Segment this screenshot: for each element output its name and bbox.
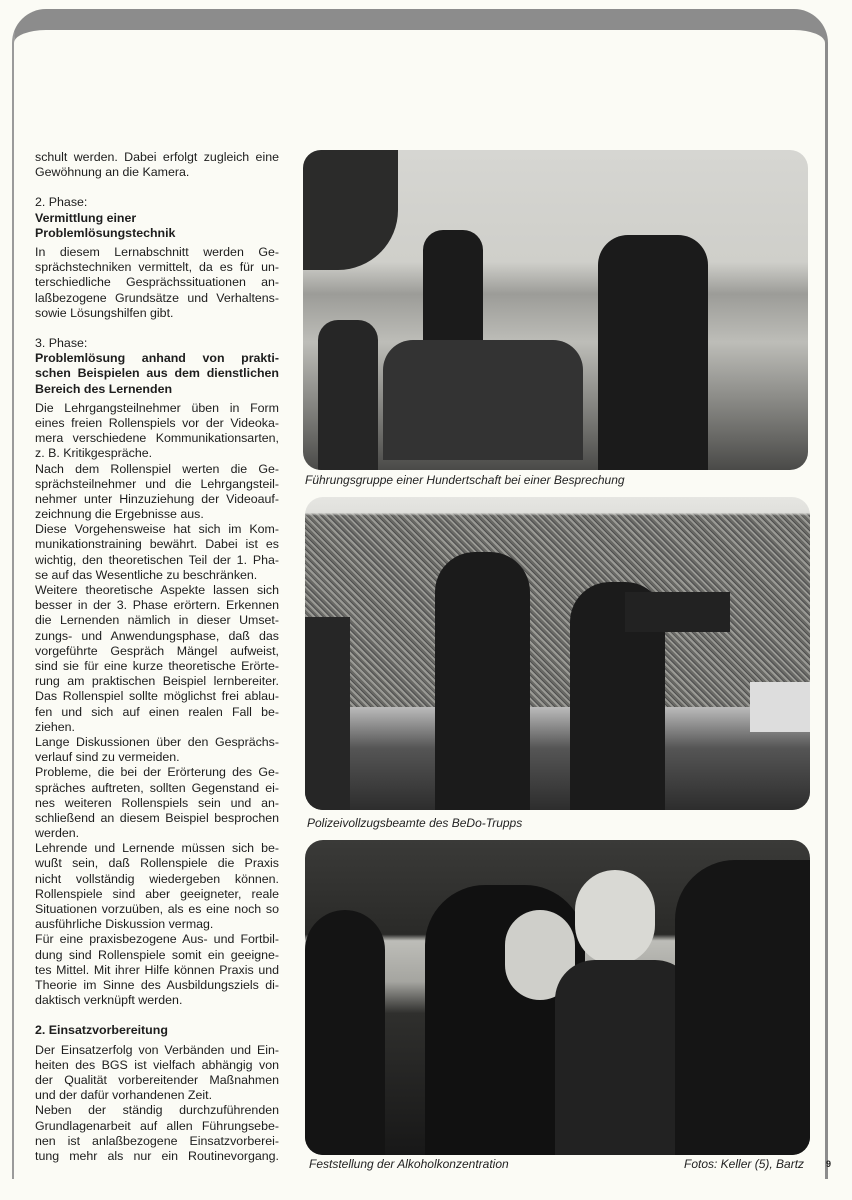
text-line: Die Lehrgangsteilnehmer üben in Form [35, 400, 279, 415]
text-line: vorgeführte Gespräch Mängel aufweist, [35, 643, 279, 658]
text-line: laßbezogene Grundsätze und Verhaltens- [35, 290, 279, 305]
text-line: Weitere theoretische Aspekte lassen sich [35, 583, 279, 598]
photo-caption: Feststellung der Alkoholkonzentration [309, 1157, 509, 1171]
text-line: nen ist anlaßbezogene Einsatzvorberei- [35, 1133, 279, 1148]
text-line: sprächstechniken vermittelt, da es für un- [35, 260, 279, 275]
text-line: heiten des BGS ist vielfach abhängig von [35, 1057, 279, 1072]
text-line: 2. Phase: [35, 195, 88, 210]
paragraph [35, 522, 279, 583]
photo-figure [435, 552, 530, 810]
text-line: sind sie für eine kurze theoretische Erörte- [35, 658, 279, 673]
photo-figure [675, 860, 810, 1155]
text-line: der Qualität vorbereitender Maßnahmen [35, 1072, 279, 1087]
text-line: Rollenspiele sind aber geeigneter, reale [35, 886, 279, 901]
photo-figure [318, 320, 378, 470]
text-line: wußt sein, daß Rollenspiele die Praxis [35, 856, 279, 871]
text-line: besser in der 3. Phase erörtern. Erkennen [35, 598, 279, 613]
photo-pitch [305, 707, 810, 810]
text-line: Grundlagenarbeit auf allen Führungsebe- [35, 1118, 279, 1133]
paragraph [35, 735, 279, 765]
photo-camera-team-stadium [305, 497, 810, 810]
section-heading [35, 351, 279, 397]
text-line: Das Rollenspiel sollte möglichst frei ablau- [35, 689, 279, 704]
paragraph [35, 462, 279, 523]
photo-trees [303, 150, 398, 270]
text-line: munikationstraining bewährt. Dabei ist es [35, 537, 279, 552]
text-line: sowie Lösungshilfen gibt. [35, 305, 174, 320]
paragraph [35, 245, 279, 321]
text-line: Der Einsatzerfolg von Verbänden und Ein- [35, 1042, 279, 1057]
paragraph [35, 401, 279, 462]
text-line: ziehen. [35, 719, 75, 734]
text-line: daktisch verknüpft werden. [35, 993, 183, 1008]
text-line: Lange Diskussionen über den Gesprächs- [35, 734, 279, 749]
text-line: Problemlösung anhand von prakti- [35, 351, 279, 366]
text-line: se auf das Wesentliche zu beschränken. [35, 567, 258, 582]
paragraph [35, 932, 279, 1008]
photo-alcohol-test [305, 840, 810, 1155]
text-line: zeichnung die Ergebnisse aus. [35, 507, 204, 522]
photo-seated-group [383, 340, 583, 460]
article-text-column [35, 150, 279, 1164]
text-line: Situationen vorzuüben, als es eine noch so [35, 902, 279, 917]
text-line: und der dafür vorhandenen Zeit. [35, 1088, 213, 1103]
text-line: schult werden. Dabei erfolgt zugleich eine [35, 150, 279, 164]
photo-command-group-meeting [303, 150, 808, 470]
paragraph [35, 765, 279, 841]
text-line: Probleme, die bei der Erörterung des Ge- [35, 765, 279, 780]
paragraph [35, 583, 279, 735]
section-heading [35, 211, 279, 241]
text-line: rung am praktischen Beispiel lernbereiter. [35, 674, 279, 689]
text-line: wichtig, den theoretischen Teil der 1. Pha- [35, 552, 279, 567]
text-line: nehmer unter Hinzuziehung der Videoauf- [35, 491, 279, 506]
paragraph [35, 841, 279, 932]
page-number: 9 [826, 1159, 832, 1169]
photo-figure [555, 960, 695, 1155]
phase-label [35, 195, 279, 210]
photo-video-camera [625, 592, 730, 632]
text-line: In diesem Lernabschnitt werden Ge- [35, 245, 279, 259]
text-line: 3. Phase: [35, 335, 88, 350]
text-line: dung sind Rollenspiele somit ein geeigne- [35, 947, 279, 962]
text-line: Vermittlung einer [35, 210, 137, 225]
text-line: tung mehr als nur ein Routinevorgang. [35, 1148, 279, 1163]
paragraph [35, 1103, 279, 1164]
text-line: nes weiteren Rollenspiels sein und an- [35, 795, 279, 810]
photo-caption: Führungsgruppe einer Hundertschaft bei einer Besprechung [305, 473, 625, 487]
text-line: tes Mittel. Mit ihrer Hilfe können Praxis und [35, 962, 279, 977]
text-line: schen Beispielen aus dem dienstlichen [35, 366, 279, 381]
text-line: Theorie im Sinne des Ausbildungsziels di- [35, 977, 279, 992]
section-heading [35, 1023, 279, 1038]
text-line: 2. Einsatzvorbereitung [35, 1023, 168, 1038]
photo-figure [305, 617, 350, 810]
photo-credit: Fotos: Keller (5), Bartz [684, 1157, 805, 1171]
text-line: z. B. Kritikgespräche. [35, 446, 153, 461]
text-line: werden. [35, 826, 80, 841]
text-line: fen und sich auf einen realen Fall be- [35, 704, 279, 719]
photo-face [575, 870, 655, 965]
text-line: Problemlösungstechnik [35, 225, 176, 240]
text-line: Gewöhnung an die Kamera. [35, 165, 190, 180]
text-line: spräches auftreten, sollten Gegenstand ei- [35, 780, 279, 795]
text-line: Bereich des Lernenden [35, 381, 173, 396]
photo-figure [598, 235, 708, 470]
photo-figure [305, 910, 385, 1155]
paragraph [35, 150, 279, 180]
text-line: eines freien Rollenspiels vor der Videoka- [35, 415, 279, 430]
text-line: die Lernenden nämlich in dieser Umset- [35, 613, 279, 628]
photo-banner [750, 682, 810, 732]
phase-label [35, 336, 279, 351]
text-line: Lehrende und Lernende müssen sich be- [35, 841, 279, 856]
text-line: Diese Vorgehensweise hat sich im Kom- [35, 522, 279, 537]
text-line: verlauf sind zu vermeiden. [35, 750, 180, 765]
text-line: Nach dem Rollenspiel werten die Ge- [35, 461, 279, 476]
text-line: Für eine praxisbezogene Aus- und Fortbil- [35, 932, 279, 947]
text-line: terschiedliche Gesprächssituationen an- [35, 275, 279, 290]
text-line: Neben der ständig durchzuführenden [35, 1103, 279, 1118]
text-line: mera verschiedene Kommunikationsarten, [35, 431, 279, 446]
text-line: ausführliche Diskussion vermag. [35, 917, 214, 932]
text-line: zungs- und Anwendungsphase, daß das [35, 628, 279, 643]
paragraph [35, 1043, 279, 1104]
text-line: sprächsteilnehmer und die Lehrgangsteil- [35, 476, 279, 491]
text-line: schließend an diesem Beispiel besprochen [35, 810, 279, 825]
text-line: nicht vollständig wiedergeben können. [35, 871, 279, 886]
photo-caption: Polizeivollzugsbeamte des BeDo-Trupps [307, 816, 523, 830]
